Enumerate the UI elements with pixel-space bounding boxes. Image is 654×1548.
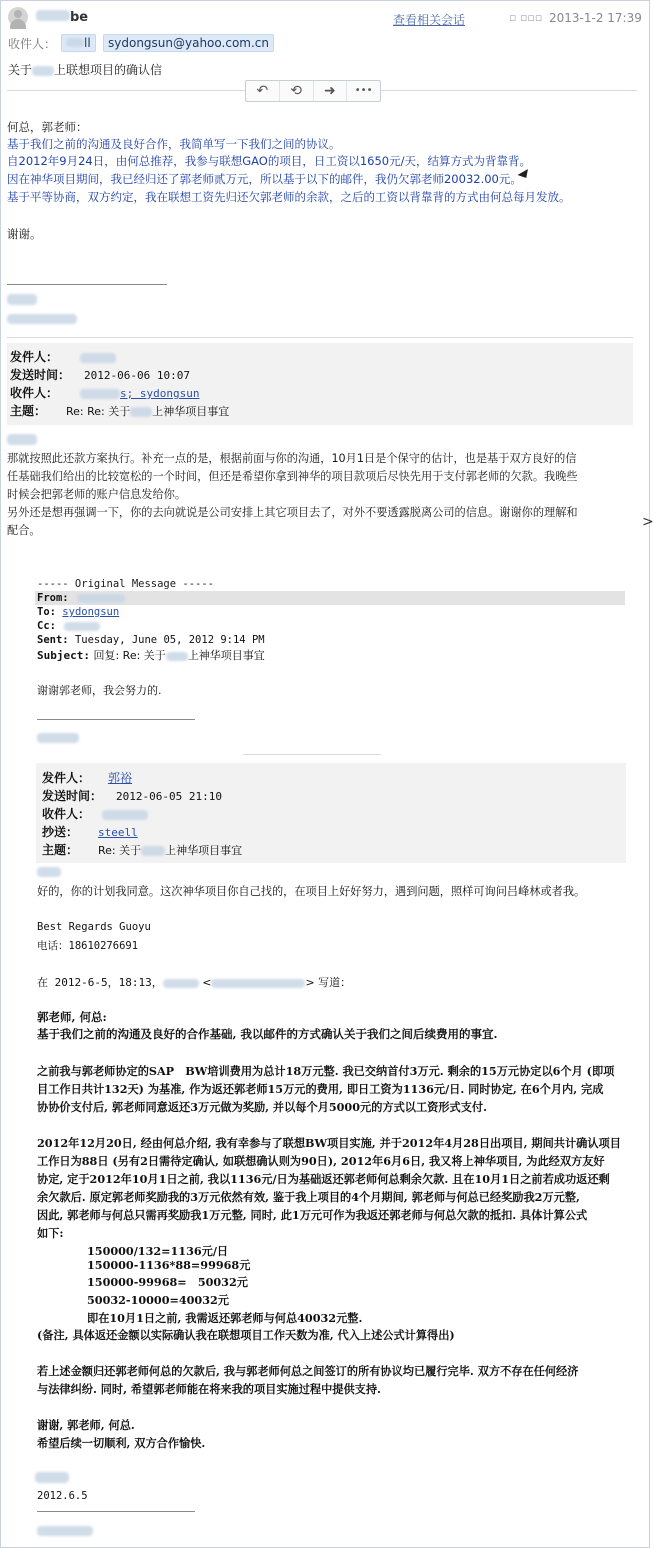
letter-calc-3: 150000-99968= 50032元	[87, 1275, 248, 1289]
letter-calc-5: 即在10月1日之前, 我需返还郭老师与何总40032元整.	[87, 1311, 363, 1325]
orig1-cc: Cc:	[37, 620, 100, 632]
msg2-line-3: 时候会把郭老师的账户信息发给你。	[7, 488, 187, 501]
orig1-title: ----- Original Message -----	[37, 578, 215, 590]
signature-rule-1	[7, 284, 167, 285]
signature-blur-2	[7, 313, 77, 327]
sender-name[interactable]: be	[36, 10, 88, 25]
letter-calc-1: 150000/132=1136元/日	[87, 1244, 229, 1258]
letter-p3-line-2: 与法律纠纷. 同时, 希望郭老师能在将来我的项目实施过程中提供支持.	[37, 1382, 381, 1396]
orig1-body: 谢谢郭老师，我会努力的.	[37, 684, 162, 697]
msg1-line-2: 自2012年9月24日，由何总推荐，我参与联想GAO的项目，日工资以1650元/天，结算方式为背靠背。	[7, 154, 531, 168]
msg1-line-3: 因在神华项目期间，我已经归还了郭老师贰万元，所以基于以下的邮件，我仍欠郭老师20032.00元。	[7, 172, 522, 186]
letter-greeting: 郭老师, 何总:	[37, 1010, 107, 1024]
orig1-signature-blur	[37, 732, 79, 746]
reply-all-button[interactable]: ⟲	[280, 81, 314, 101]
signature-rule-3	[37, 1511, 195, 1512]
letter-p3-line-1: 若上述金额归还郭老师何总的欠款后, 我与郭老师何总之间签订的所有协议均已履行完毕. 双方不存在任何经济	[37, 1364, 579, 1378]
orig1-to: To: sydongsun	[37, 606, 120, 618]
orig1-subject: Subject: 回复: Re: 关于 上神华项目事宜	[37, 649, 265, 662]
meta2-from: 发件人： 郭裕	[42, 771, 133, 785]
letter-p2-line-2: 工作日为88日 (另有2日需待定确认, 如联想确认则为90日), 2012年6月6日, 我又将上神华项目, 为此经双方友好	[37, 1154, 605, 1168]
meta1-sent: 发送时间： 2012-06-06 10:07	[10, 368, 190, 382]
meta1-from: 发件人：	[10, 348, 116, 365]
signature-rule-2	[37, 719, 195, 720]
letter-closing-2: 希望后续一切顺利, 双方合作愉快.	[37, 1436, 206, 1450]
letter-closing-1: 谢谢, 郭老师, 何总.	[37, 1418, 135, 1432]
meta2-to: 收件人：	[42, 805, 148, 822]
orig1-sent: Sent: Tuesday, June 05, 2012 9:14 PM	[37, 634, 265, 646]
email-date: 2013-1-2 17:39	[549, 11, 642, 25]
msg3-regards: Best Regards Guoyu	[37, 921, 151, 933]
flag-icon[interactable]: ▫ ▫▫▫	[509, 11, 543, 24]
letter-p1-line-2: 目工作日共计132天) 为基准, 作为返还郭老师15万元的费用, 即日工资为1136元/日. 同时协定, 在6个月内, 完成	[37, 1082, 604, 1096]
signature-blur-1	[7, 294, 37, 308]
letter-p2-line-6: 如下:	[37, 1226, 64, 1240]
recipient-chip-2[interactable]: sydongsun@yahoo.com.cn	[103, 34, 274, 52]
meta2-subject: 主题： Re: 关于 上神华项目事宜	[42, 843, 243, 857]
to-label: 收件人：	[8, 37, 57, 51]
msg1-greeting: 何总，郭老师：	[7, 120, 88, 134]
scroll-caret-icon[interactable]: >	[642, 514, 654, 530]
msg2-line-2: 任基础我们给出的比较宽松的一个时间，但还是希望你拿到神华的项目款项后尽快先用于支付郭老师的欠款。我晚些	[7, 470, 578, 483]
footer-blur	[37, 1525, 93, 1539]
msg3-line-1: 好的，你的计划我同意。这次神华项目你自己找的，在项目上好好努力，遇到问题，照样可询问吕峰林或者我。	[37, 885, 586, 898]
meta2-sent: 发送时间： 2012-06-05 21:10	[42, 789, 222, 803]
meta1-to: 收件人： s; sydongsun	[10, 386, 200, 400]
msg2-line-1: 那就按照此还款方案执行。补充一点的是，根据前面与你的沟通，10月1日是个保守的估计，也是基于双方良好的信	[7, 452, 577, 465]
msg1-thanks: 谢谢。	[7, 227, 42, 241]
meta1-subject: 主题： Re: Re: 关于 上神华项目事宜	[10, 404, 230, 418]
msg2-line-4: 另外还是想再强调一下，你的去向就说是公司安排上其它项目去了，对外不要透露脱离公司的信息。谢谢你的理解和	[7, 506, 578, 519]
letter-p2-line-5: 因此, 郭老师与何总只需再奖励我1万元整, 同时, 此1万元可作为我返还郭老师与何总欠款的抵扣. 具体计算公式	[37, 1208, 588, 1222]
forward-button[interactable]: ➜	[314, 81, 348, 101]
message-toolbar	[245, 80, 381, 102]
letter-note: (备注, 具体返还金额以实际确认我在联想项目工作天数为准, 代入上述公式计算得出)	[37, 1328, 455, 1342]
letter-date: 2012.6.5	[37, 1490, 88, 1502]
reply-button[interactable]: ↶	[246, 81, 280, 101]
letter-p2-line-4: 余欠款后. 原定郭老师奖励我的3万元依然有效, 鉴于我上项目的4个月期间, 郭老师与何总已经奖励我2万元整,	[37, 1190, 580, 1204]
thread-divider-1	[7, 337, 633, 338]
letter-p2-line-1: 2012年12月20日, 经由何总介绍, 我有幸参与了联想BW项目实施, 并于2012年4月28日出项目, 期间共计确认项目	[37, 1136, 621, 1150]
recipient-chip-1[interactable]: ll	[61, 34, 96, 52]
letter-intro: 基于我们之前的沟通及良好的合作基础, 我以邮件的方式确认关于我们之间后续费用的事宜.	[37, 1027, 498, 1041]
msg3-quote-intro: 在 2012-6-5，18:13， < > 写道：	[37, 976, 352, 989]
msg1-line-4: 基于平等协商，双方约定，我在联想工资先归还欠郭老师的余款，之后的工资以背靠背的方式由何总每月发放。	[7, 190, 571, 204]
msg1-line-1: 基于我们之前的沟通及良好合作，我简单写一下我们之间的协议。	[7, 137, 341, 151]
letter-p1-line-3: 协协价支付后, 郭老师同意返还3万元做为奖励, 并以每个月5000元的方式以工资形式支付.	[37, 1100, 487, 1114]
email-subject: 关于 上联想项目的确认信	[8, 63, 163, 77]
orig1-from: From:	[37, 592, 125, 604]
msg3-phone: 电话：18610276691	[37, 940, 139, 952]
avatar[interactable]	[8, 7, 28, 27]
letter-calc-4: 50032-10000=40032元	[87, 1293, 229, 1307]
msg3-salutation-blur	[37, 866, 61, 880]
view-related-conversation-link[interactable]: 查看相关会话	[393, 13, 466, 27]
letter-p2-line-3: 协定, 定于2012年10月1日之前, 我以1136元/日为基础返还郭老师何总剩余欠款. 且在10月1日之前若成功返还剩	[37, 1172, 610, 1186]
letter-calc-2: 150000-1136*88=99968元	[87, 1258, 251, 1272]
msg2-salutation-blur	[7, 434, 37, 448]
letter-signature-blur	[35, 1472, 69, 1486]
msg2-line-5: 配合。	[7, 524, 41, 537]
letter-p1-line-1: 之前我与郭老师协定的SAP BW培训费用为总计18万元整. 我已交纳首付3万元. 剩余的15万元协定以6个月 (即项	[37, 1064, 615, 1078]
more-actions-button[interactable]: •••	[354, 85, 373, 96]
meta2-cc: 抄送： steell	[42, 825, 138, 839]
